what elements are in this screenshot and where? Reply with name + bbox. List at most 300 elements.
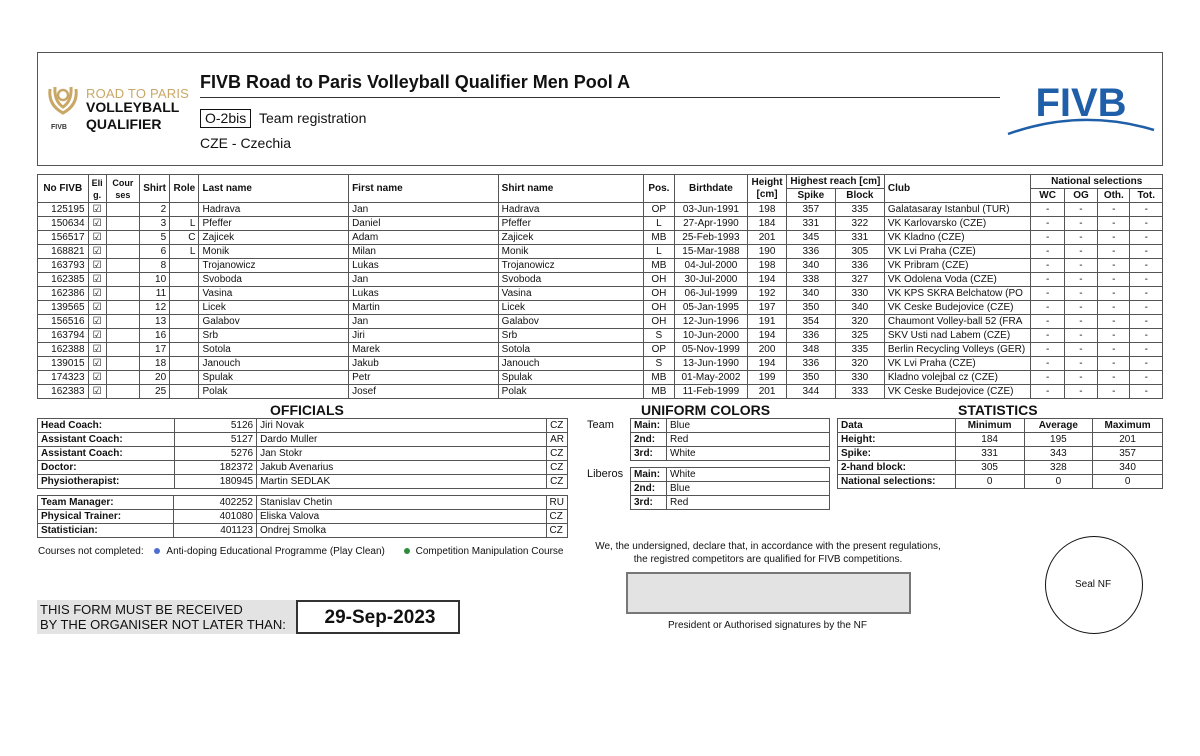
official-id: 5127 <box>174 433 257 447</box>
cell-pos: OP <box>644 203 674 217</box>
official-name: Ondrej Smolka <box>256 524 546 538</box>
cell-shirt-name: Licek <box>498 301 644 315</box>
cell-spike: 344 <box>786 385 835 399</box>
cell-spike: 336 <box>786 245 835 259</box>
col-pos: Pos. <box>644 175 674 203</box>
cell-elig: ☑ <box>88 385 106 399</box>
fivb-logo-text: FIVB <box>1035 81 1127 125</box>
cell-elig: ☑ <box>88 357 106 371</box>
official-name: Stanislav Chetin <box>256 496 546 510</box>
logo-volleyball: VOLLEYBALL <box>86 99 180 115</box>
cell-wc: - <box>1031 287 1064 301</box>
stats-label: Height: <box>838 433 956 447</box>
cell-no-fivb: 156516 <box>38 315 89 329</box>
cell-birthdate: 03-Jun-1991 <box>674 203 748 217</box>
cell-spike: 350 <box>786 371 835 385</box>
declaration-line-1: We, the undersigned, declare that, in accordance with the present regulations, <box>595 541 941 552</box>
stats-label: National selections: <box>838 475 956 489</box>
cell-birthdate: 15-Mar-1988 <box>674 245 748 259</box>
cell-tot: - <box>1130 301 1163 315</box>
cell-height: 201 <box>748 231 787 245</box>
cell-og: - <box>1064 231 1097 245</box>
cell-spike: 340 <box>786 287 835 301</box>
col-shirt-name: Shirt name <box>498 175 644 203</box>
stats-min: 184 <box>955 433 1024 447</box>
cell-courses <box>106 371 139 385</box>
cell-last-name: Monik <box>199 245 349 259</box>
official-country: CZ <box>546 524 567 538</box>
cell-first-name: Lukas <box>349 259 499 273</box>
cell-first-name: Jiri <box>349 329 499 343</box>
title-divider <box>200 97 1000 98</box>
cell-shirt: 17 <box>140 343 170 357</box>
cell-elig: ☑ <box>88 273 106 287</box>
player-row <box>38 203 1163 217</box>
uniform-kit-label: 3rd: <box>631 496 667 510</box>
cell-last-name: Pfeffer <box>199 217 349 231</box>
players-table <box>37 174 1163 399</box>
cell-block: 327 <box>835 273 884 287</box>
cell-first-name: Jan <box>349 273 499 287</box>
cell-last-name: Janouch <box>199 357 349 371</box>
col-highest-reach: Highest reach [cm] <box>786 175 884 189</box>
cell-og: - <box>1064 273 1097 287</box>
cell-wc: - <box>1031 231 1064 245</box>
cell-first-name: Jan <box>349 203 499 217</box>
cell-last-name: Srb <box>199 329 349 343</box>
courses-legend <box>38 546 564 557</box>
stats-row <box>838 461 1163 475</box>
uniform-row <box>631 419 830 433</box>
col-first-name: First name <box>349 175 499 203</box>
cell-shirt-name: Janouch <box>498 357 644 371</box>
cell-courses <box>106 245 139 259</box>
uniform-kit-label: Main: <box>631 468 667 482</box>
official-row <box>38 433 568 447</box>
official-id: 401123 <box>174 524 257 538</box>
cell-club: VK Lvi Praha (CZE) <box>884 357 1031 371</box>
cell-shirt-name: Hadrava <box>498 203 644 217</box>
deadline-line-1: THIS FORM MUST BE RECEIVED <box>40 602 243 617</box>
player-row <box>38 315 1163 329</box>
official-row <box>38 496 568 510</box>
anti-doping-dot-icon <box>154 548 160 554</box>
col-shirt: Shirt <box>140 175 170 203</box>
cell-shirt-name: Srb <box>498 329 644 343</box>
cell-pos: L <box>644 245 674 259</box>
cell-birthdate: 11-Feb-1999 <box>674 385 748 399</box>
stats-col-avg: Average <box>1024 419 1093 433</box>
official-row <box>38 447 568 461</box>
cell-og: - <box>1064 385 1097 399</box>
cell-spike: 350 <box>786 301 835 315</box>
cell-role <box>170 329 199 343</box>
cell-height: 200 <box>748 343 787 357</box>
cell-wc: - <box>1031 301 1064 315</box>
cell-courses <box>106 343 139 357</box>
cell-elig: ☑ <box>88 203 106 217</box>
cell-elig: ☑ <box>88 287 106 301</box>
cell-courses <box>106 259 139 273</box>
player-row <box>38 371 1163 385</box>
cell-no-fivb: 163793 <box>38 259 89 273</box>
official-name: Jan Stokr <box>257 447 547 461</box>
cell-club: VK Lvi Praha (CZE) <box>884 245 1031 259</box>
cell-club: Kladno volejbal cz (CZE) <box>884 371 1031 385</box>
col-wc: WC <box>1031 189 1064 203</box>
uniform-kit-label: 2nd: <box>631 482 667 496</box>
uniform-row <box>631 482 830 496</box>
cell-block: 330 <box>835 371 884 385</box>
cell-tot: - <box>1130 259 1163 273</box>
cell-spike: 338 <box>786 273 835 287</box>
player-row <box>38 217 1163 231</box>
officials-table <box>37 418 568 489</box>
cell-club: SKV Usti nad Labem (CZE) <box>884 329 1031 343</box>
cell-last-name: Polak <box>199 385 349 399</box>
team-name: CZE - Czechia <box>200 135 292 151</box>
cell-oth: - <box>1098 301 1130 315</box>
cell-courses <box>106 203 139 217</box>
cell-height: 194 <box>748 273 787 287</box>
cell-no-fivb: 150634 <box>38 217 89 231</box>
cell-role: L <box>170 217 199 231</box>
cell-no-fivb: 168821 <box>38 245 89 259</box>
cell-first-name: Jan <box>349 315 499 329</box>
cell-birthdate: 05-Jan-1995 <box>674 301 748 315</box>
cell-club: Chaumont Volley-ball 52 (FRA <box>884 315 1031 329</box>
official-role: Physical Trainer: <box>38 510 174 524</box>
stats-avg: 343 <box>1024 447 1093 461</box>
cell-role <box>170 343 199 357</box>
cell-shirt: 6 <box>140 245 170 259</box>
cell-og: - <box>1064 301 1097 315</box>
cell-oth: - <box>1098 371 1130 385</box>
cell-club: Berlin Recycling Volleys (GER) <box>884 343 1031 357</box>
cell-first-name: Jakub <box>349 357 499 371</box>
fivb-logo <box>1006 80 1156 140</box>
cell-og: - <box>1064 259 1097 273</box>
cell-tot: - <box>1130 329 1163 343</box>
official-id: 180945 <box>174 475 257 489</box>
cell-role: L <box>170 245 199 259</box>
cell-oth: - <box>1098 203 1130 217</box>
course-anti-doping: Anti-doping Educational Programme (Play Clean) <box>166 546 385 557</box>
cell-shirt-name: Spulak <box>498 371 644 385</box>
cell-shirt-name: Galabov <box>498 315 644 329</box>
cell-first-name: Adam <box>349 231 499 245</box>
cell-block: 340 <box>835 301 884 315</box>
uniform-row <box>631 447 830 461</box>
cell-tot: - <box>1130 217 1163 231</box>
stats-header-row <box>838 419 1163 433</box>
cell-shirt: 25 <box>140 385 170 399</box>
cell-role <box>170 371 199 385</box>
official-country: CZ <box>546 510 567 524</box>
cell-elig: ☑ <box>88 259 106 273</box>
cell-shirt: 2 <box>140 203 170 217</box>
cell-oth: - <box>1098 217 1130 231</box>
uniform-row <box>631 496 830 510</box>
stats-label: Spike: <box>838 447 956 461</box>
official-role: Team Manager: <box>38 496 174 510</box>
cell-height: 198 <box>748 259 787 273</box>
official-role: Physiotherapist: <box>38 475 175 489</box>
cell-pos: OH <box>644 315 674 329</box>
courses-label: Courses not completed: <box>38 546 144 557</box>
cell-birthdate: 01-May-2002 <box>674 371 748 385</box>
cell-courses <box>106 385 139 399</box>
cell-spike: 354 <box>786 315 835 329</box>
col-club: Club <box>884 175 1031 203</box>
cell-block: 335 <box>835 203 884 217</box>
cell-wc: - <box>1031 329 1064 343</box>
cell-spike: 336 <box>786 329 835 343</box>
stats-max: 340 <box>1093 461 1163 475</box>
cell-role <box>170 273 199 287</box>
cell-role <box>170 259 199 273</box>
uniform-kit-label: Main: <box>631 419 667 433</box>
logo-fivb-small: FIVB <box>51 124 67 131</box>
cell-pos: S <box>644 357 674 371</box>
official-role: Doctor: <box>38 461 175 475</box>
cell-tot: - <box>1130 343 1163 357</box>
cell-oth: - <box>1098 287 1130 301</box>
cell-pos: MB <box>644 385 674 399</box>
cell-height: 199 <box>748 371 787 385</box>
official-role: Statistician: <box>38 524 174 538</box>
col-tot: Tot. <box>1130 189 1163 203</box>
cell-shirt-name: Monik <box>498 245 644 259</box>
cell-block: 322 <box>835 217 884 231</box>
col-courses: Cour ses <box>106 175 139 203</box>
cell-shirt: 11 <box>140 287 170 301</box>
cell-og: - <box>1064 371 1097 385</box>
cell-shirt: 18 <box>140 357 170 371</box>
deadline-label <box>37 600 298 634</box>
cell-first-name: Milan <box>349 245 499 259</box>
cell-tot: - <box>1130 273 1163 287</box>
signature-box[interactable] <box>626 572 911 614</box>
player-row <box>38 231 1163 245</box>
cell-club: Galatasaray Istanbul (TUR) <box>884 203 1031 217</box>
cell-oth: - <box>1098 315 1130 329</box>
cell-first-name: Martin <box>349 301 499 315</box>
course-manipulation: Competition Manipulation Course <box>415 546 564 557</box>
uniform-kit-color: Red <box>667 433 830 447</box>
cell-wc: - <box>1031 357 1064 371</box>
competition-manipulation-dot-icon <box>404 548 410 554</box>
col-elig: Eli g. <box>88 175 106 203</box>
uniform-team-label: Team <box>587 419 614 431</box>
cell-role <box>170 385 199 399</box>
cell-shirt-name: Sotola <box>498 343 644 357</box>
col-block: Block <box>835 189 884 203</box>
cell-no-fivb: 139565 <box>38 301 89 315</box>
form-name: Team registration <box>259 110 367 126</box>
cell-no-fivb: 162383 <box>38 385 89 399</box>
cell-wc: - <box>1031 217 1064 231</box>
stats-col-min: Minimum <box>955 419 1024 433</box>
cell-og: - <box>1064 287 1097 301</box>
stats-row <box>838 447 1163 461</box>
cell-birthdate: 10-Jun-2000 <box>674 329 748 343</box>
cell-elig: ☑ <box>88 301 106 315</box>
cell-spike: 331 <box>786 217 835 231</box>
official-row <box>38 419 568 433</box>
official-name: Jiri Novak <box>257 419 547 433</box>
cell-first-name: Marek <box>349 343 499 357</box>
cell-first-name: Daniel <box>349 217 499 231</box>
cell-shirt: 16 <box>140 329 170 343</box>
col-no-fivb: No FIVB <box>38 175 89 203</box>
cell-wc: - <box>1031 259 1064 273</box>
cell-spike: 357 <box>786 203 835 217</box>
uniform-row <box>631 433 830 447</box>
official-country: CZ <box>547 475 568 489</box>
player-row <box>38 273 1163 287</box>
cell-pos: OH <box>644 287 674 301</box>
cell-tot: - <box>1130 385 1163 399</box>
cell-wc: - <box>1031 245 1064 259</box>
stats-min: 305 <box>955 461 1024 475</box>
cell-wc: - <box>1031 371 1064 385</box>
stats-avg: 195 <box>1024 433 1093 447</box>
official-row <box>38 475 568 489</box>
officials-title: OFFICIALS <box>270 402 344 418</box>
cell-role <box>170 301 199 315</box>
cell-oth: - <box>1098 329 1130 343</box>
official-id: 402252 <box>174 496 257 510</box>
stats-max: 201 <box>1093 433 1163 447</box>
player-row <box>38 287 1163 301</box>
cell-no-fivb: 174323 <box>38 371 89 385</box>
cell-tot: - <box>1130 371 1163 385</box>
cell-oth: - <box>1098 231 1130 245</box>
cell-height: 184 <box>748 217 787 231</box>
stats-avg: 328 <box>1024 461 1093 475</box>
uniform-kit-color: White <box>667 468 830 482</box>
cell-tot: - <box>1130 231 1163 245</box>
official-name: Martin SEDLAK <box>257 475 547 489</box>
cell-last-name: Vasina <box>199 287 349 301</box>
cell-pos: MB <box>644 231 674 245</box>
cell-shirt-name: Polak <box>498 385 644 399</box>
cell-birthdate: 30-Jul-2000 <box>674 273 748 287</box>
cell-oth: - <box>1098 357 1130 371</box>
cell-courses <box>106 287 139 301</box>
official-country: RU <box>546 496 567 510</box>
player-row <box>38 329 1163 343</box>
cell-height: 194 <box>748 329 787 343</box>
stats-col-data: Data <box>838 419 956 433</box>
col-og: OG <box>1064 189 1097 203</box>
cell-club: VK Karlovarsko (CZE) <box>884 217 1031 231</box>
official-id: 5276 <box>174 447 257 461</box>
cell-tot: - <box>1130 287 1163 301</box>
cell-height: 192 <box>748 287 787 301</box>
cell-tot: - <box>1130 315 1163 329</box>
statistics-table <box>837 418 1163 489</box>
official-role: Assistant Coach: <box>38 447 175 461</box>
col-last-name: Last name <box>199 175 349 203</box>
cell-last-name: Spulak <box>199 371 349 385</box>
cell-club: VK Ceske Budejovice (CZE) <box>884 385 1031 399</box>
cell-spike: 345 <box>786 231 835 245</box>
statistics-title: STATISTICS <box>958 402 1038 418</box>
uniform-kit-color: Blue <box>667 482 830 496</box>
cell-birthdate: 27-Apr-1990 <box>674 217 748 231</box>
cell-first-name: Lukas <box>349 287 499 301</box>
cell-last-name: Galabov <box>199 315 349 329</box>
stats-row <box>838 433 1163 447</box>
page-title: FIVB Road to Paris Volleyball Qualifier Men Pool A <box>200 72 631 92</box>
cell-last-name: Svoboda <box>199 273 349 287</box>
player-row <box>38 301 1163 315</box>
signature-label: President or Authorised signatures by the NF <box>668 620 867 631</box>
cell-oth: - <box>1098 385 1130 399</box>
cell-height: 191 <box>748 315 787 329</box>
players-header-row <box>38 175 1163 189</box>
official-country: CZ <box>547 419 568 433</box>
cell-no-fivb: 139015 <box>38 357 89 371</box>
stats-avg: 0 <box>1024 475 1093 489</box>
uniform-kit-color: Red <box>667 496 830 510</box>
cell-height: 201 <box>748 385 787 399</box>
cell-birthdate: 12-Jun-1996 <box>674 315 748 329</box>
official-row <box>38 510 568 524</box>
cell-shirt: 10 <box>140 273 170 287</box>
cell-birthdate: 25-Feb-1993 <box>674 231 748 245</box>
cell-oth: - <box>1098 245 1130 259</box>
cell-block: 320 <box>835 357 884 371</box>
cell-elig: ☑ <box>88 231 106 245</box>
cell-first-name: Petr <box>349 371 499 385</box>
declaration-line-2: the registred competitors are qualified for FIVB competitions. <box>633 554 903 565</box>
cell-elig: ☑ <box>88 329 106 343</box>
stats-label: 2-hand block: <box>838 461 956 475</box>
cell-spike: 348 <box>786 343 835 357</box>
col-oth: Oth. <box>1098 189 1130 203</box>
stats-row <box>838 475 1163 489</box>
cell-block: 331 <box>835 231 884 245</box>
logo-qualifier: QUALIFIER <box>86 116 162 132</box>
cell-og: - <box>1064 357 1097 371</box>
cell-no-fivb: 163794 <box>38 329 89 343</box>
cell-first-name: Josef <box>349 385 499 399</box>
uniform-team-table <box>630 418 830 461</box>
cell-no-fivb: 156517 <box>38 231 89 245</box>
stats-max: 0 <box>1093 475 1163 489</box>
cell-courses <box>106 217 139 231</box>
cell-block: 330 <box>835 287 884 301</box>
player-row <box>38 385 1163 399</box>
stats-min: 0 <box>955 475 1024 489</box>
cell-courses <box>106 357 139 371</box>
cell-oth: - <box>1098 343 1130 357</box>
road-to-paris-emblem-icon <box>46 83 80 127</box>
official-name: Dardo Muller <box>257 433 547 447</box>
player-row <box>38 259 1163 273</box>
cell-height: 194 <box>748 357 787 371</box>
cell-club: VK Kladno (CZE) <box>884 231 1031 245</box>
cell-wc: - <box>1031 385 1064 399</box>
cell-last-name: Licek <box>199 301 349 315</box>
cell-og: - <box>1064 217 1097 231</box>
cell-birthdate: 05-Nov-1999 <box>674 343 748 357</box>
cell-shirt-name: Vasina <box>498 287 644 301</box>
col-national-selections: National selections <box>1031 175 1163 189</box>
